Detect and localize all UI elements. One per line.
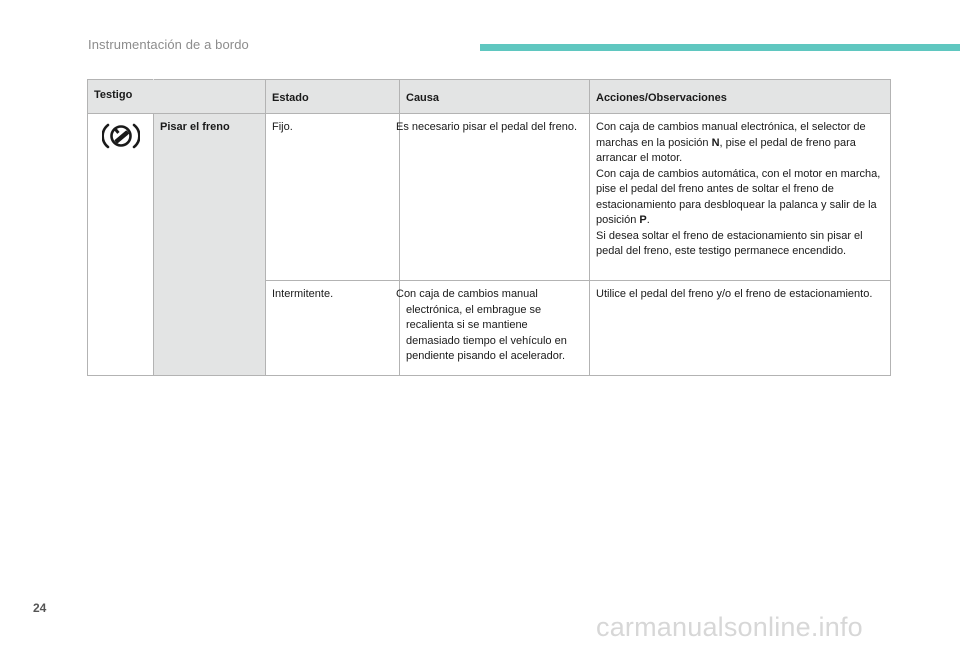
acciones-paragraph: Con caja de cambios manual electrónica, el selector de marchas en la posición N, pise el pedal de freno para arrancar el motor. [596,121,866,164]
table-header-row [88,80,891,114]
estado-cell: Fijo. [266,114,400,281]
column-header-testigo: Testigo [88,80,154,114]
acciones-paragraph: Si desea soltar el freno de estacionamiento sin pisar el pedal del freno, este testigo permanece encendido. [596,229,863,257]
causa-cell: Con caja de cambios manual electrónica, el embrague se recalienta si se mantiene demasiado tiempo el vehículo en pendiente pisando el acelerador. [400,281,590,376]
page-number: 24 [33,601,47,615]
header-accent-bar [480,44,960,51]
indicator-icon-cell [88,114,154,376]
acciones-cell: Utilice el pedal del freno y/o el freno de estacionamiento. [590,281,891,376]
table-row [88,114,891,281]
indicator-name: Pisar el freno [160,121,230,133]
acciones-paragraph: Con caja de cambios automática, con el motor en marcha, pise el pedal del freno antes de soltar el freno de estacionamiento para desbloquear la palanca y salir de la posición P. [596,167,881,226]
indicator-name-cell [154,114,266,376]
column-header-estado: Estado [266,80,400,114]
column-header-causa: Causa [400,80,590,114]
watermark: carmanualsonline.info [596,612,863,642]
column-header-acciones: Acciones/Observaciones [590,80,891,114]
section-title: Instrumentación de a bordo [88,37,249,52]
causa-cell: Es necesario pisar el pedal del freno. [400,114,590,281]
column-header-name-spacer [154,80,266,114]
brake-pedal-warning-icon [102,122,140,150]
warning-light-table [87,79,891,376]
estado-cell: Intermitente. [266,281,400,376]
acciones-cell [590,114,891,281]
